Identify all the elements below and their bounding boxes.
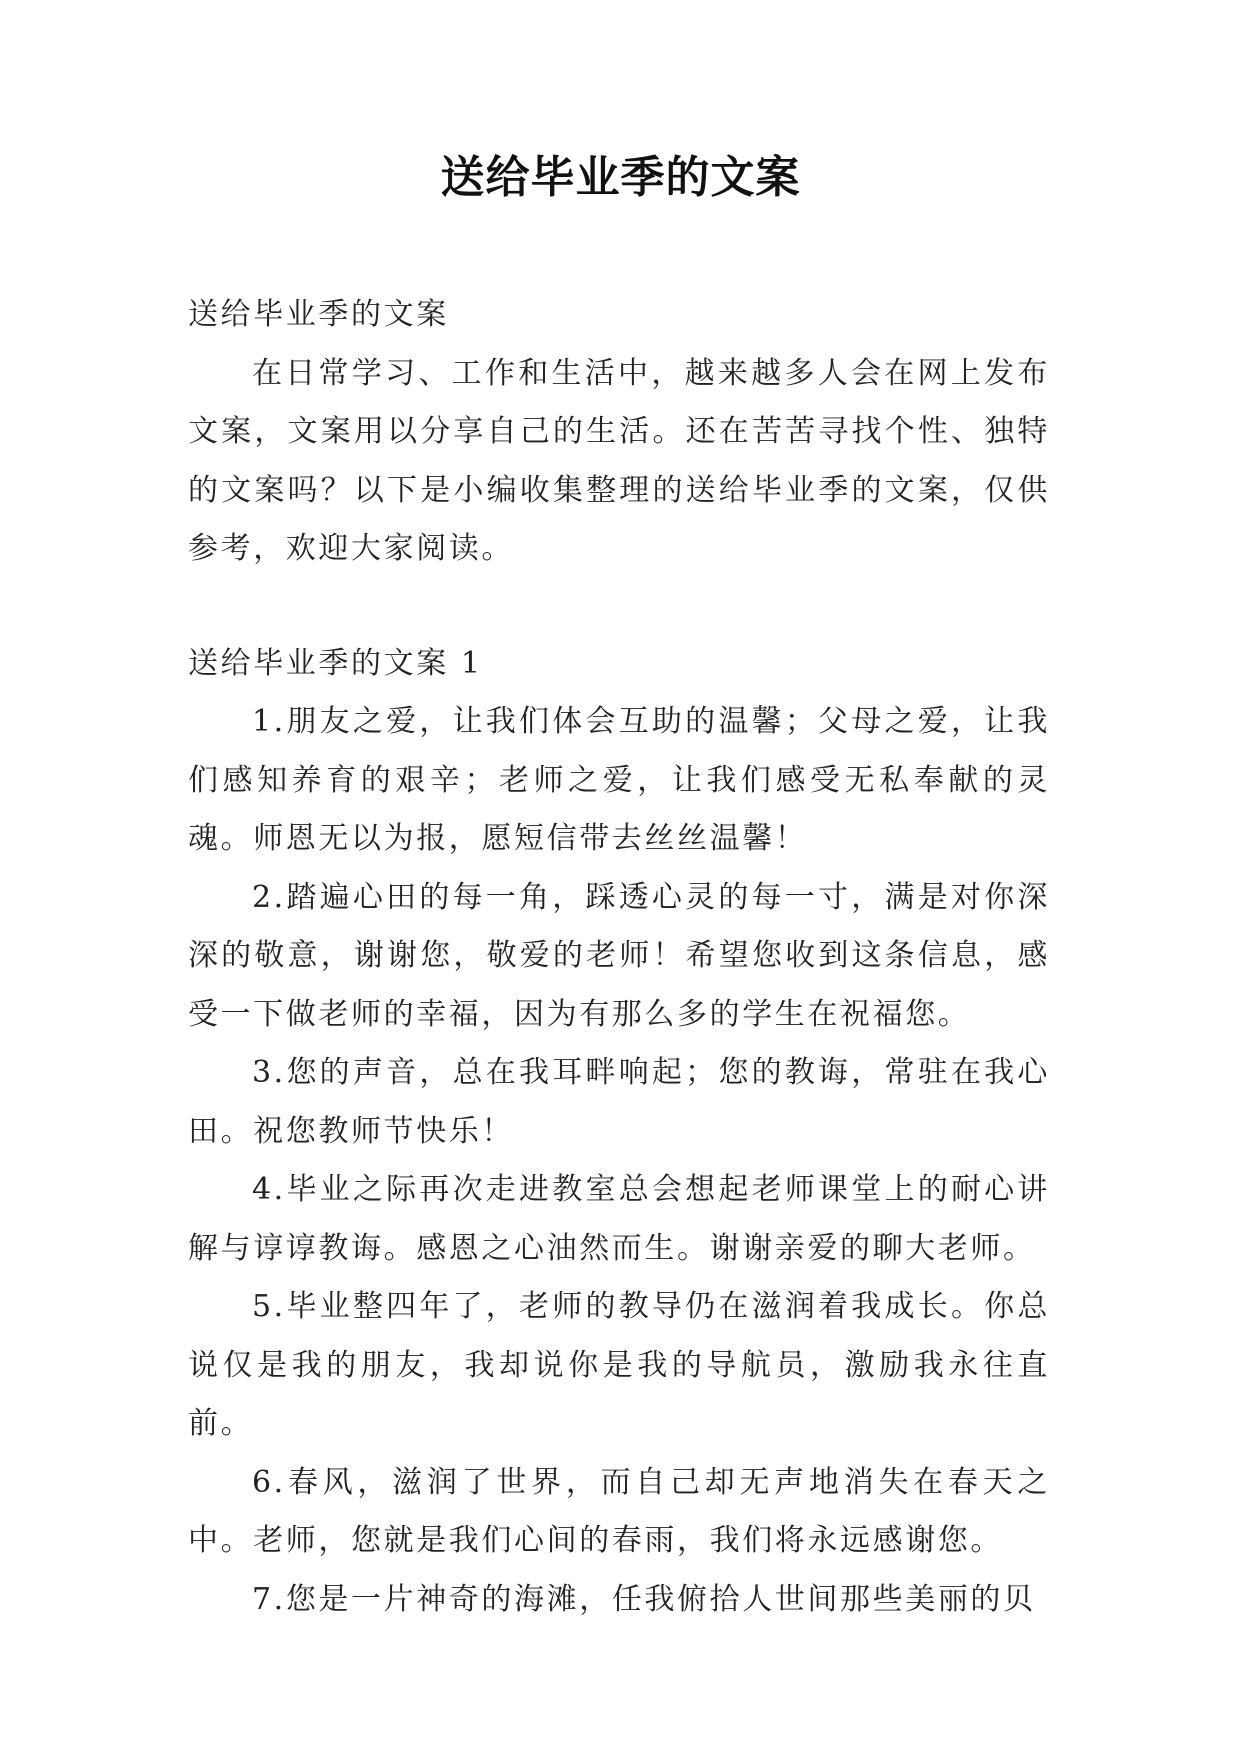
intro-heading: 送给毕业季的文案 [188, 297, 449, 332]
list-item-5: 5.毕业整四年了，老师的教导仍在滋润着我成长。你总说仅是我的朋友，我却说你是我的导航员，激励我永往直前。 [188, 1289, 1050, 1441]
list-item-1: 1.朋友之爱，让我们体会互助的温馨；父母之爱，让我们感知养育的艰辛；老师之爱，让我们感受无私奉献的灵魂。师恩无以为报，愿短信带去丝丝温馨！ [188, 704, 1050, 856]
list-item-6: 6.春风，滋润了世界，而自己却无声地消失在春天之中。老师，您就是我们心间的春雨，我们将永远感谢您。 [188, 1464, 1050, 1558]
list-item-3: 3.您的声音，总在我耳畔响起；您的教诲，常驻在我心田。祝您教师节快乐！ [188, 1055, 1050, 1149]
section-1-heading: 送给毕业季的文案 1 [188, 645, 483, 681]
list-item-7: 7.您是一片神奇的海滩，任我俯拾人世间那些美丽的贝 [252, 1581, 1036, 1617]
intro-paragraph: 在日常学习、工作和生活中，越来越多人会在网上发布文案，文案用以分享自己的生活。还在苦苦寻找个性、独特的文案吗？以下是小编收集整理的送给毕业季的文案，仅供参考，欢迎大家阅读。 [188, 355, 1050, 566]
document-title: 送给毕业季的文案 [440, 152, 801, 203]
list-item-4: 4.毕业之际再次走进教室总会想起老师课堂上的耐心讲解与谆谆教诲。感恩之心油然而生。谢谢亲爱的聊大老师。 [188, 1172, 1050, 1266]
list-item-2: 2.踏遍心田的每一角，踩透心灵的每一寸，满是对你深深的敬意，谢谢您，敬爱的老师！希望您收到这条信息，感受一下做老师的幸福，因为有那么多的学生在祝福您。 [188, 879, 1050, 1032]
document-body [188, 286, 1050, 1629]
